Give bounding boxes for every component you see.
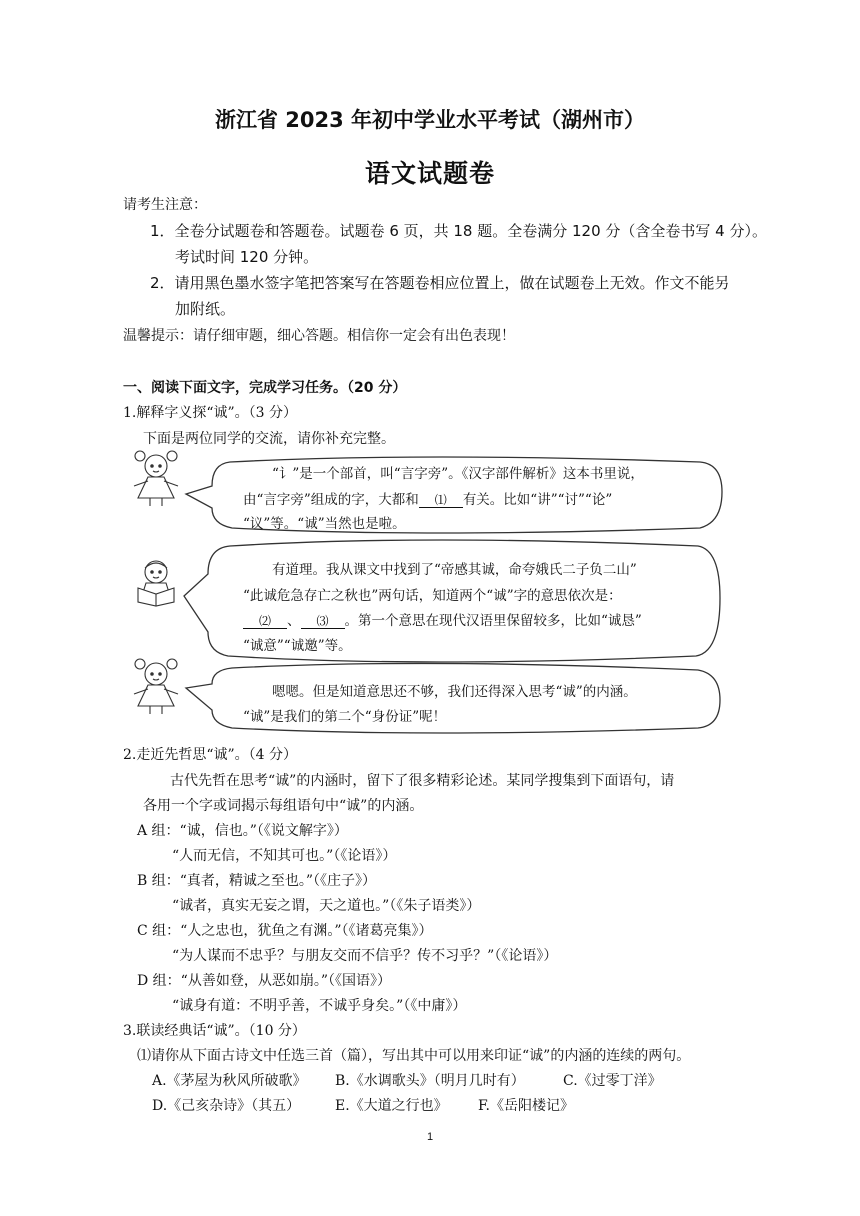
group-b-line-1: B 组：“真者，精诚之至也。”（《庄子》） [137,873,377,889]
question-1-intro: 下面是两位同学的交流，请你补充完整。 [143,431,395,447]
notice-item-2-line-2: 加附纸。 [175,300,236,318]
question-1-title: 1.解释字义探“诚”。（3 分） [123,405,298,421]
girl-avatar-icon [134,451,178,506]
question-3-sub-1: ⑴请你从下面古诗文中任选三首（篇），写出其中可以用来印证“诚”的内涵的连续的两句。 [137,1048,691,1064]
bubble-1-line-3: “议”等。“诚”当然也是啦。 [243,516,406,532]
notice-item-1-line-2: 考试时间 120 分钟。 [175,248,319,266]
answer-blank-2: ⑵ [243,614,287,629]
bubble-2-line-2: “此诚危急存亡之秋也”两句话，知道两个“诚”字的意思依次是： [243,588,622,604]
group-c-line-1: C 组：“人之忠也，犹鱼之有渊。”（《诸葛亮集》） [137,923,433,939]
group-d-line-1: D 组：“从善如登，从恶如崩。”（《国语》） [137,973,391,989]
exam-title: 浙江省 2023 年初中学业水平考试（湖州市） [214,108,646,132]
option-e: E.《大道之行也》 [335,1098,448,1114]
bubble-1-line-2-start: 由“言字旁”组成的字，大都和 [243,492,419,508]
boy-reading-avatar-icon [138,561,174,606]
notice-item-2-line-1: 2．请用黑色墨水签字笔把答案写在答题卷相应位置上，做在试题卷上无效。作文不能另 [150,274,730,292]
question-2-intro-line-1: 古代先哲在思考“诚”的内涵时，留下了很多精彩论述。某同学搜集到下面语句，请 [170,773,675,789]
question-2-title: 2.走近先哲思“诚”。（4 分） [123,747,298,763]
notice-heading: 请考生注意： [123,197,207,213]
group-c-line-2: “为人谋而不忠乎？与朋友交而不信乎？传不习乎？”（《论语》） [172,948,558,964]
group-a-line-1: A 组：“诚，信也。”（《说文解字》） [137,823,348,839]
bubble-3-line-1: 嗯嗯。但是知道意思还不够，我们还得深入思考“诚”的内涵。 [272,684,637,700]
notice-item-1-line-1: 1．全卷分试题卷和答题卷。试题卷 6 页，共 18 题。全卷满分 120 分（含全卷书写 4 分）。 [150,222,767,240]
bubble-2-line-1: 有道理。我从课文中找到了“帝感其诚，命夸娥氏二子负二山” [272,562,637,578]
warm-tip: 温馨提示：请仔细审题，细心答题。相信你一定会有出色表现！ [123,328,515,344]
bubble-1-line-2-end: 有关。比如“讲”“讨”“论” [462,492,613,508]
question-2-intro-line-2: 各用一个字或词揭示每组语句中“诚”的内涵。 [143,798,424,814]
bubble-2-line-4: “诚意”“诚邀”等。 [243,638,352,654]
bubble-2-line-3 [243,609,642,629]
paper-title: 语文试题卷 [364,159,495,188]
girl-avatar-icon-2 [134,659,178,714]
section-1-heading: 一、阅读下面文字，完成学习任务。（20 分） [123,380,407,396]
group-b-line-2: “诚者，真实无妄之谓，天之道也。”（《朱子语类》） [172,898,481,914]
option-a: A.《茅屋为秋风所破歌》 [152,1073,307,1089]
bubble-3-line-2: “诚”是我们的第二个“身份证”呢！ [243,709,447,725]
group-d-line-2: “诚身有道：不明乎善，不诚乎身矣。”（《中庸》） [172,998,467,1014]
option-d: D.《己亥杂诗》（其五） [152,1098,301,1114]
group-a-line-2: “人而无信，不知其可也。”（《论语》） [172,848,397,864]
answer-blank-1: ⑴ [419,493,463,508]
answer-blank-3: ⑶ [301,614,345,629]
option-f: F.《岳阳楼记》 [478,1098,574,1114]
blank-separator: 、 [287,613,301,629]
bubble-1-line-1: “讠”是一个部首，叫“言字旁”。《汉字部件解析》这本书里说， [272,466,644,482]
page-number: 1 [426,1131,434,1143]
question-3-title: 3.联读经典话“诚”。（10 分） [123,1023,306,1039]
option-b: B.《水调歌头》（明月几时有） [335,1073,525,1089]
option-c: C.《过零丁洋》 [563,1073,662,1089]
bubble-1-line-2 [243,488,612,508]
bubble-2-line-3-end: 。第一个意思在现代汉语里保留较多，比如“诚恳” [344,613,642,629]
